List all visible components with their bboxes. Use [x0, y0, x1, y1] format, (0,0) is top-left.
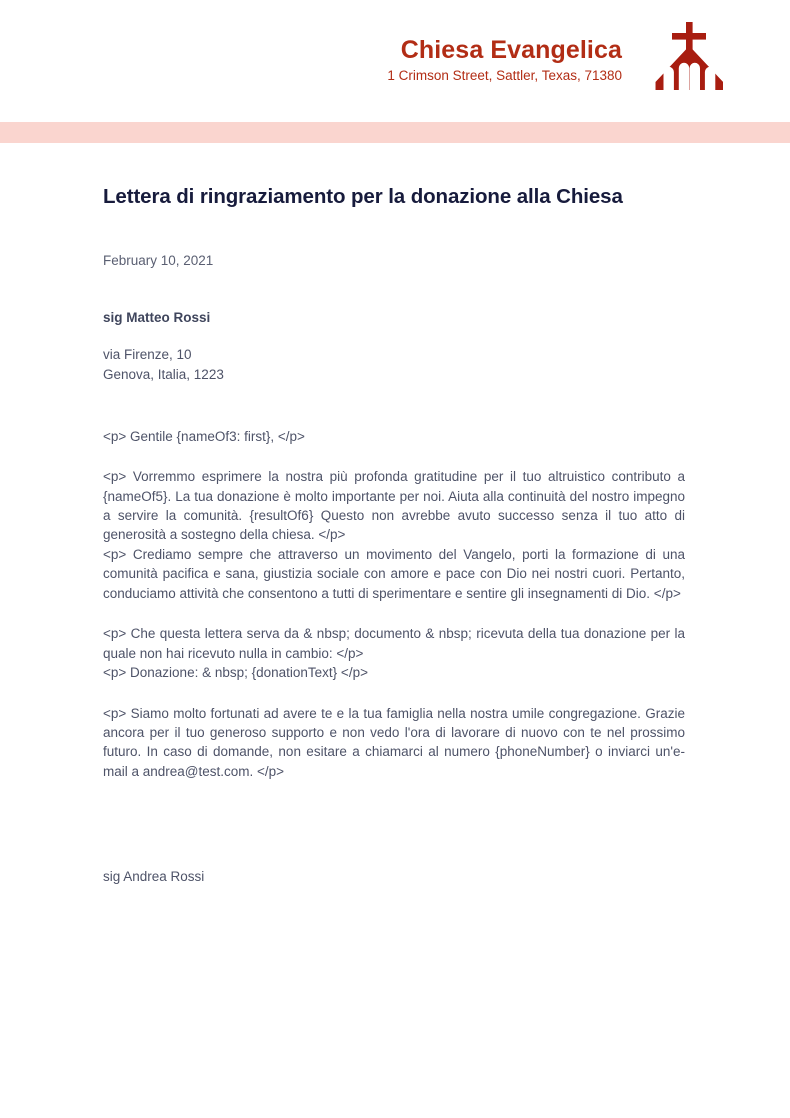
- paragraph-closing: <p> Siamo molto fortunati ad avere te e la tua famiglia nella nostra umile congregazione. Grazie ancora per il tuo generoso supporto e non vedo l'ora di lavorare di nuovo con te nel prossimo futuro. In caso di domande, non esitare a chiamarci al numero {phoneNumber} o inviarci un'e-mail a andrea@test.com. </p>: [103, 705, 685, 779]
- organization-address: 1 Crimson Street, Sattler, Texas, 71380: [387, 68, 622, 84]
- letter-date: February 10, 2021: [103, 252, 214, 268]
- recipient-address-line-1: via Firenze, 10: [103, 347, 192, 363]
- paragraph-receipt: <p> Che questa lettera serva da & nbsp; documento & nbsp; ricevuta della tua donazione per la quale non hai ricevuto nulla in cambio: </p>: [103, 626, 685, 661]
- paragraph-greeting: <p> Gentile {nameOf3: first}, </p>: [103, 428, 305, 444]
- recipient-address-line-2: Genova, Italia, 1223: [103, 366, 224, 382]
- church-icon: [650, 18, 728, 104]
- paragraph-donation: <p> Donazione: & nbsp; {donationText} </p>: [103, 665, 368, 681]
- letter-content: [0, 184, 790, 887]
- paragraph-spacer: [103, 603, 685, 624]
- paragraph-spacer: [103, 446, 685, 467]
- recipient-address: [103, 345, 685, 383]
- letterhead: [0, 0, 790, 122]
- paragraph-gratitude: <p> Vorremmo esprimere la nostra più profonda gratitudine per il tuo altruistico contributo a {nameOf5}. La tua donazione è molto importante per noi. Aiuta alla continuità del nostro impegno a servire la comunità. {resultOf6} Questo non avrebbe avuto successo senza il tuo atto di generosità a sostegno della chiesa. </p>: [103, 469, 685, 543]
- paragraph-spacer: [103, 683, 685, 704]
- letter-body: [103, 427, 685, 782]
- paragraph-mission: <p> Crediamo sempre che attraverso un movimento del Vangelo, porti la formazione di una comunità pacifica e sana, giustizia sociale con amore e pace con Dio nei nostri cuori. Pertanto, conduciamo attività che consentono a tutti di sperimentare e sentire gli insegnamenti di Dio. </p>: [103, 546, 685, 601]
- page-title: Lettera di ringraziamento per la donazione alla Chiesa: [103, 185, 623, 208]
- accent-divider-band: [0, 122, 790, 143]
- signature-name: sig Andrea Rossi: [103, 869, 205, 885]
- organization-name: Chiesa Evangelica: [400, 35, 622, 64]
- organization-identity: [387, 36, 622, 87]
- recipient-name: sig Matteo Rossi: [103, 309, 211, 325]
